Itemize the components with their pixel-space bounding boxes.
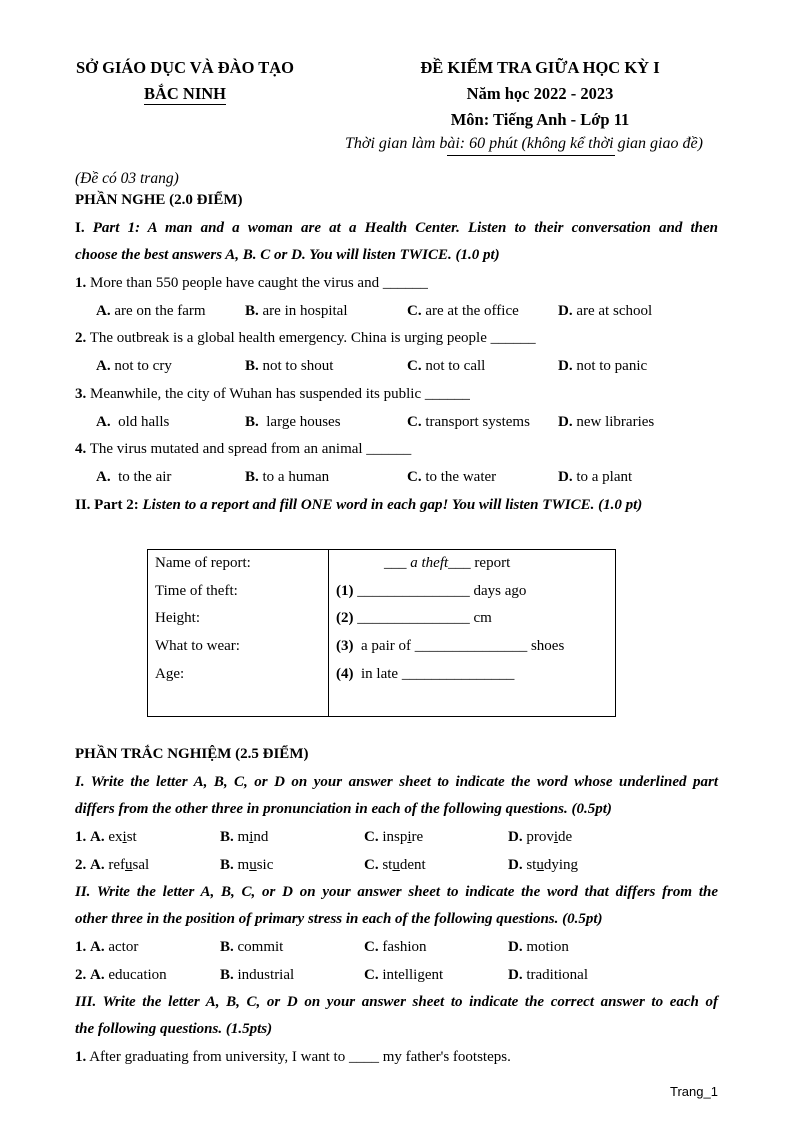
option-b: B. are in hospital xyxy=(245,303,348,319)
option-c: C. not to call xyxy=(407,358,486,374)
report-name-value: ___ a theft___ report xyxy=(384,555,511,571)
option-b: B. music xyxy=(220,857,274,873)
report-gaps-column xyxy=(329,550,616,717)
option-d: D. new libraries xyxy=(558,414,655,430)
option-b: B. to a human xyxy=(245,469,330,485)
page-count-note: (Đề có 03 trang) xyxy=(75,170,179,187)
question-stem: 2. The outbreak is a global health emergency. China is urging people ______ xyxy=(75,330,536,346)
option-d: D. motion xyxy=(508,939,569,955)
exam-title: ĐỀ KIỂM TRA GIỮA HỌC KỲ I xyxy=(420,58,660,77)
option-a: 2. A. education xyxy=(75,967,167,983)
part1-instruction-line1: I. Part 1: A man and a woman are at a Health Center. Listen to their conversation and then xyxy=(75,220,718,236)
option-a: 1. A. actor xyxy=(75,939,139,955)
question-stem: 4. The virus mutated and spread from an animal ______ xyxy=(75,441,412,457)
gap-4: (4) in late _______________ xyxy=(336,665,515,682)
option-a: 1. A. exist xyxy=(75,829,137,845)
option-b: B. industrial xyxy=(220,967,295,983)
sec3-question-1: 1. After graduating from university, I want to ____ my father's footsteps. xyxy=(75,1049,511,1065)
option-d: D. to a plant xyxy=(558,469,633,485)
option-d: D. traditional xyxy=(508,967,588,983)
option-d: D. are at school xyxy=(558,303,653,319)
part2-instruction: II. Part 2: Listen to a report and fill ONE word in each gap! You will listen TWICE. (1.0 pt) xyxy=(75,497,643,513)
gap-2: (2) _______________ cm xyxy=(336,610,492,627)
option-d: D. not to panic xyxy=(558,358,648,374)
option-c: C. to the water xyxy=(407,469,497,485)
province-name: BẮC NINH xyxy=(143,84,227,103)
option-d: D. provide xyxy=(508,829,573,845)
label-what-to-wear: What to wear: xyxy=(155,638,240,655)
page-number: Trang_1 xyxy=(670,1084,718,1099)
label-name-of-report: Name of report: xyxy=(155,555,251,571)
option-a: A. old halls xyxy=(96,414,170,430)
multiple-choice-title: PHẦN TRẮC NGHIỆM (2.5 ĐIỂM) xyxy=(75,746,309,762)
sec2-instruction-line1: II. Write the letter A, B, C, or D on your answer sheet to indicate the word that differs from the xyxy=(75,884,718,900)
sec3-instruction-line2: the following questions. (1.5pts) xyxy=(75,1021,273,1037)
sec1-instruction-line2: differs from the other three in pronunciation in each of the following questions. (0.5pt) xyxy=(75,801,612,817)
time-note: Thời gian làm bài: 60 phút (không kể thời gian giao đề) xyxy=(345,135,703,152)
option-b: B. large houses xyxy=(245,414,341,430)
label-time-of-theft: Time of theft: xyxy=(155,582,238,599)
department-name: SỞ GIÁO DỤC VÀ ĐÀO TẠO xyxy=(75,58,295,77)
option-c: C. are at the office xyxy=(407,303,519,319)
report-table xyxy=(147,549,616,717)
option-c: C. intelligent xyxy=(364,967,444,983)
gap-1: (1) _______________ days ago xyxy=(336,582,527,599)
subject-line: Môn: Tiếng Anh - Lớp 11 xyxy=(450,110,630,129)
option-b: B. mind xyxy=(220,829,269,845)
school-year: Năm học 2022 - 2023 xyxy=(466,84,614,103)
label-age: Age: xyxy=(155,665,185,682)
option-a: A. not to cry xyxy=(96,358,172,374)
option-b: B. not to shout xyxy=(245,358,334,374)
option-a: A. are on the farm xyxy=(96,303,206,319)
option-c: C. transport systems xyxy=(407,414,530,430)
option-a: 2. A. refusal xyxy=(75,857,150,873)
gap-3: (3) a pair of _______________ shoes xyxy=(336,638,565,655)
part1-instruction-line2: choose the best answers A, B. C or D. You will listen TWICE. (1.0 pt) xyxy=(75,247,500,263)
label-height: Height: xyxy=(155,610,200,627)
sec3-instruction-line1: III. Write the letter A, B, C, or D on your answer sheet to indicate the correct answer to each of xyxy=(75,994,718,1010)
report-labels-column xyxy=(148,550,329,717)
sec2-instruction-line2: other three in the position of primary stress in each of the following questions. (0.5pt) xyxy=(75,911,603,927)
option-d: D. studying xyxy=(508,857,579,873)
header-divider xyxy=(447,155,615,156)
sec1-instruction-line1: I. Write the letter A, B, C, or D on your answer sheet to indicate the word whose underlined part xyxy=(75,774,718,790)
option-c: C. inspire xyxy=(364,829,424,845)
listening-title: PHẦN NGHE (2.0 ĐIỂM) xyxy=(75,192,243,208)
option-c: C. student xyxy=(364,857,426,873)
option-c: C. fashion xyxy=(364,939,427,955)
option-a: A. to the air xyxy=(96,469,172,485)
question-stem: 3. Meanwhile, the city of Wuhan has suspended its public ______ xyxy=(75,386,470,402)
option-b: B. commit xyxy=(220,939,284,955)
question-stem: 1. More than 550 people have caught the virus and ______ xyxy=(75,275,428,291)
